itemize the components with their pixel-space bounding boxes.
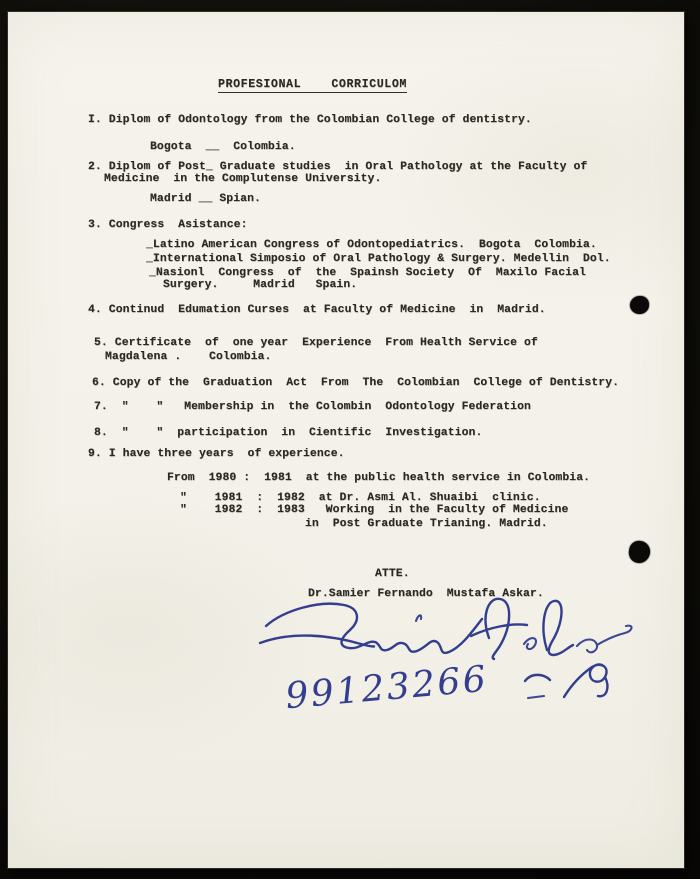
typed-line-exp-1981: " 1981 : 1982 at Dr. Asmi Al. Shuaibi clinic. — [180, 492, 541, 504]
scanned-document-page — [8, 12, 684, 868]
typed-line-item9: 9. I have three years of experience. — [88, 448, 345, 460]
typed-line-item2: 2. Diplom of Post_ Graduate studies in Oral Pathology at the Faculty of — [88, 161, 588, 173]
typed-line-exp-1980: From 1980 : 1981 at the public health service in Colombia. — [167, 472, 591, 484]
typed-line-congress-3: _Nasionl Congress of the Spainsh Society Of Maxilo Facial — [149, 267, 586, 279]
signature-ink-s-bar — [260, 636, 374, 647]
typed-line-item2-place: Madrid __ Spian. — [150, 193, 261, 205]
arabic-signature-underline — [528, 696, 544, 698]
signature-ink-a-bar — [471, 624, 527, 636]
typed-line-item5: 5. Certificate of one year Experience From Health Service of — [94, 337, 538, 349]
typed-line-congress-1: _Latino American Congress of Odontopediatrics. Bogota Colombia. — [146, 239, 597, 251]
closing-atte: ATTE. — [375, 568, 410, 580]
signer-name-line: Dr.Samier Fernando Mustafa Askar. — [308, 588, 544, 600]
typed-line-item6: 6. Copy of the Graduation Act From The Colombian College of Dentistry. — [92, 377, 620, 389]
document-title: PROFESIONAL CORRICULOM — [218, 78, 407, 91]
typed-line-congress-2: _International Simposio of Oral Pathology & Surgery. Medellin Dol. — [146, 253, 611, 265]
typed-line-item4: 4. Continud Edumation Curses at Faculty of Medicine in Madrid. — [88, 304, 546, 316]
typed-line-item8: 8. " " participation in Cientific Investigation. — [94, 427, 483, 439]
handwritten-number: 99123266 — [283, 658, 490, 718]
signature-ink-ar-tail — [577, 626, 632, 653]
arabic-signature-loop — [564, 665, 607, 697]
signature-ink-i-tick — [416, 615, 421, 621]
ink-blot-dot-lower — [628, 540, 652, 565]
typed-line-item1-place: Bogota __ Colombia. — [150, 141, 296, 153]
typed-line-congress-3b: Surgery. Madrid Spain. — [163, 279, 358, 291]
typed-line-item2-cont: Medicine in the Complutense University. — [104, 173, 382, 185]
typed-line-exp-1982: " 1982 : 1983 Working in the Faculty of Medicine — [180, 504, 569, 516]
typed-line-item3: 3. Congress Asistance: — [88, 219, 248, 231]
typed-line-exp-1982b: in Post Graduate Trianing. Madrid. — [305, 518, 548, 530]
typed-line-item7: 7. " " Membership in the Colombin Odontology Federation — [94, 401, 531, 413]
signature-ink-sk — [524, 638, 536, 649]
handwritten-signature-block — [258, 592, 648, 740]
arabic-signature-tilde — [525, 675, 550, 681]
typed-line-item5-cont: Magdalena . Colombia. — [105, 351, 272, 363]
signature-ink-k-loop — [543, 601, 573, 655]
ink-blot-dot-upper — [630, 296, 649, 314]
typed-line-item1: I. Diplom of Odontology from the Colombian College of dentistry. — [88, 114, 532, 126]
